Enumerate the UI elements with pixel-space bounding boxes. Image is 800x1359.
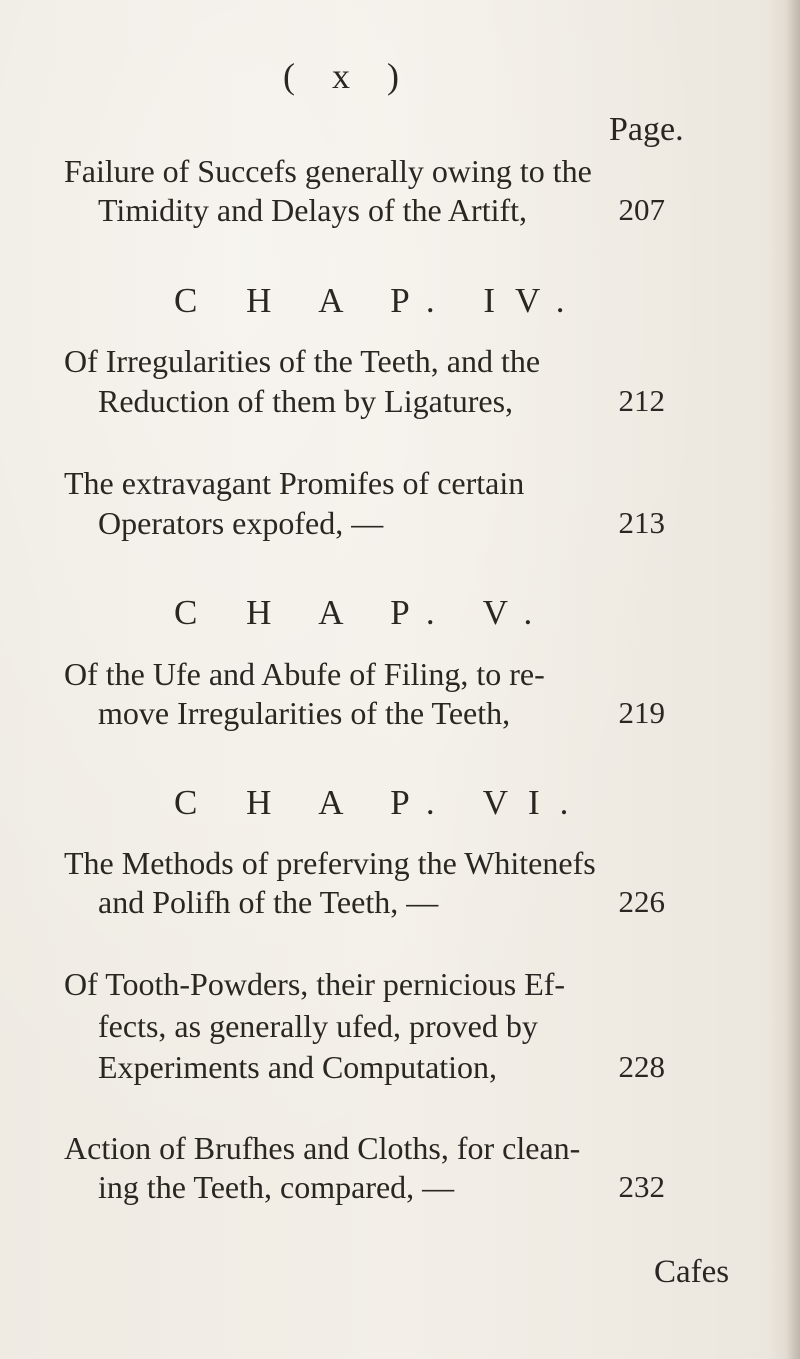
entry-page-number: 228 — [618, 1049, 665, 1084]
entry-line: Timidity and Delays of the Artift, — [98, 192, 528, 228]
chapter-heading: C H A P. VI. — [174, 783, 589, 822]
entry-line: Failure of Succefs generally owing to the — [64, 153, 592, 189]
chapter-heading: C H A P. V. — [174, 593, 553, 632]
entry-line: Operators expofed, — — [98, 505, 384, 541]
entry-line: The Methods of preferving the Whitenefs — [64, 845, 596, 881]
entry-line: Of the Ufe and Abufe of Filing, to re- — [64, 656, 545, 692]
entry-page-number: 213 — [618, 505, 665, 540]
entry-line: Of Irregularities of the Teeth, and the — [64, 343, 541, 379]
page-edge-shadow — [786, 0, 800, 1359]
entry-line: move Irregularities of the Teeth, — [98, 695, 511, 731]
entry-line: fects, as generally ufed, proved by — [98, 1008, 538, 1044]
entry-line: ing the Teeth, compared, — — [98, 1169, 455, 1205]
entry-line: Experiments and Computation, — [98, 1049, 498, 1085]
entry-page-number: 207 — [618, 192, 665, 227]
entry-line: Reduction of them by Ligatures, — [98, 383, 514, 419]
entry-page-number: 212 — [618, 383, 665, 418]
entry-line: The extravagant Promifes of certain — [64, 465, 525, 501]
page-column-label: Page. — [609, 111, 684, 148]
entry-page-number: 219 — [618, 695, 665, 730]
chapter-heading: C H A P. IV. — [174, 281, 585, 320]
entry-line: Action of Brufhes and Cloths, for clean- — [64, 1130, 581, 1166]
entry-page-number: 226 — [618, 884, 665, 919]
entry-line: Of Tooth-Powders, their pernicious Ef- — [64, 966, 566, 1002]
entry-line: and Polifh of the Teeth, — — [98, 884, 439, 920]
entry-page-number: 232 — [618, 1169, 665, 1204]
catchword: Cafes — [654, 1254, 730, 1290]
folio-roman-numeral: ( x ) — [283, 56, 413, 96]
